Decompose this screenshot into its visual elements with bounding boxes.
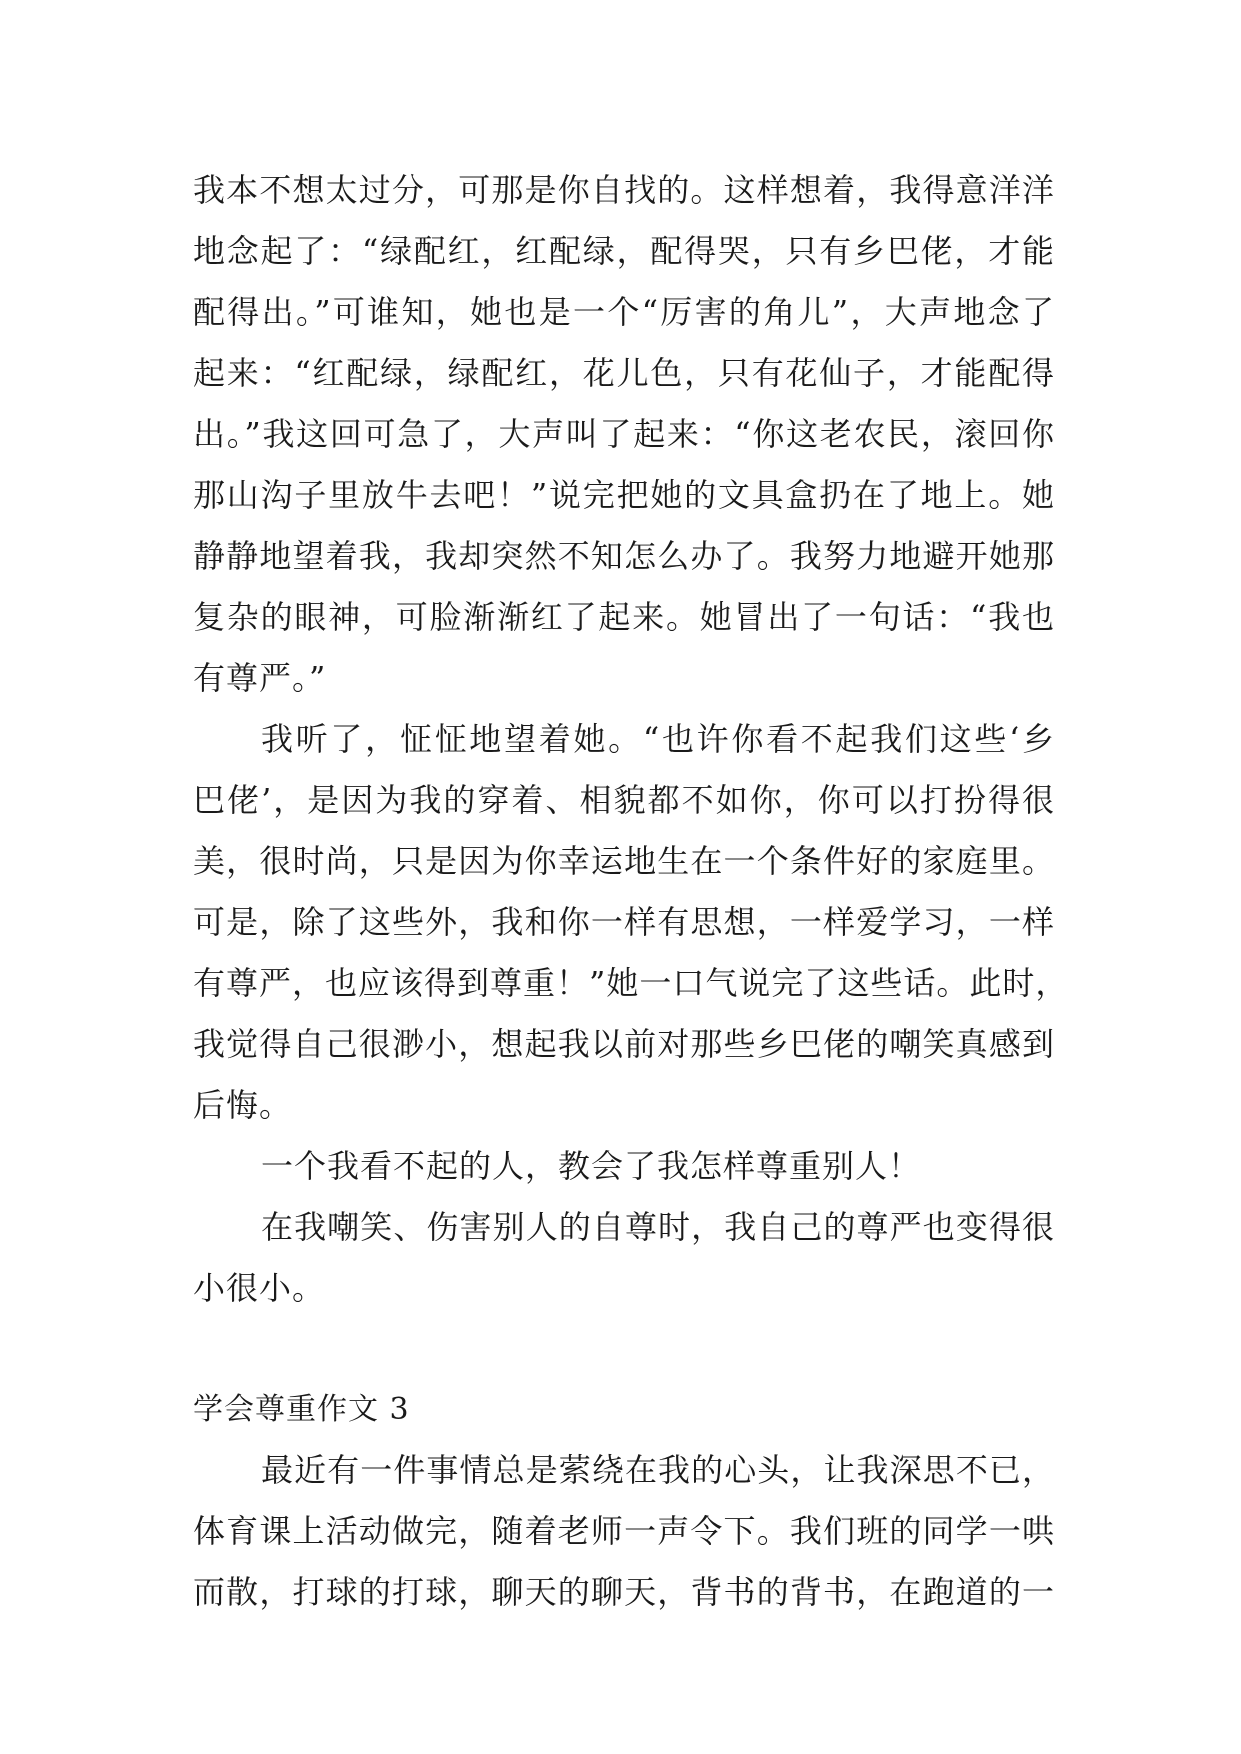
text-line: 我听了，怔怔地望着她。“也许你看不起我们这些‘乡 [261,720,1055,758]
text-line: 我本不想太过分，可那是你自找的。这样想着，我得意洋洋 [193,171,1055,209]
text-line: 巴佬’，是因为我的穿着、相貌都不如你，你可以打扮得很 [193,781,1055,819]
text-line: 后悔。 [193,1086,293,1124]
document-page [193,160,1069,1623]
text-line: 小很小。 [193,1269,326,1307]
text-line: 有尊严。” [193,659,327,697]
paragraph-1 [193,160,1055,709]
text-line: 那山沟子里放牛去吧！”说完把她的文具盒扔在了地上。她 [193,476,1055,514]
text-line: 有尊严，也应该得到尊重！”她一口气说完了这些话。此时， [193,964,1069,1002]
text-line: 最近有一件事情总是萦绕在我的心头，让我深思不已， [261,1451,1055,1489]
text-line: 静静地望着我，我却突然不知怎么办了。我努力地避开她那 [193,537,1055,575]
text-line: 我觉得自己很渺小，想起我以前对那些乡巴佬的嘲笑真感到 [193,1025,1055,1063]
text-line: 而散，打球的打球，聊天的聊天，背书的背书，在跑道的一 [193,1573,1055,1611]
paragraph-2 [193,709,1069,1136]
section-heading: 学会尊重作文 3 [193,1392,410,1427]
text-line: 一个我看不起的人，教会了我怎样尊重别人！ [261,1147,922,1185]
text-line: 配得出。”可谁知，她也是一个“厉害的角儿”，大声地念了 [193,293,1055,331]
text-line: 起来：“红配绿，绿配红，花儿色，只有花仙子，才能配得 [193,354,1055,392]
text-line: 美，很时尚，只是因为你幸运地生在一个条件好的家庭里。 [193,842,1055,880]
text-line: 出。”我这回可急了，大声叫了起来：“你这老农民，滚回你 [193,415,1055,453]
paragraph-3 [193,1136,1055,1197]
text-line: 地念起了：“绿配红，红配绿，配得哭，只有乡巴佬，才能 [193,232,1055,270]
paragraph-5 [193,1440,1055,1623]
text-line: 体育课上活动做完，随着老师一声令下。我们班的同学一哄 [193,1512,1055,1550]
paragraph-4 [193,1197,1055,1319]
text-line: 在我嘲笑、伤害别人的自尊时，我自己的尊严也变得很 [261,1208,1055,1246]
text-line: 复杂的眼神，可脸渐渐红了起来。她冒出了一句话：“我也 [193,598,1055,636]
text-line: 可是，除了这些外，我和你一样有思想，一样爱学习，一样 [193,903,1055,941]
